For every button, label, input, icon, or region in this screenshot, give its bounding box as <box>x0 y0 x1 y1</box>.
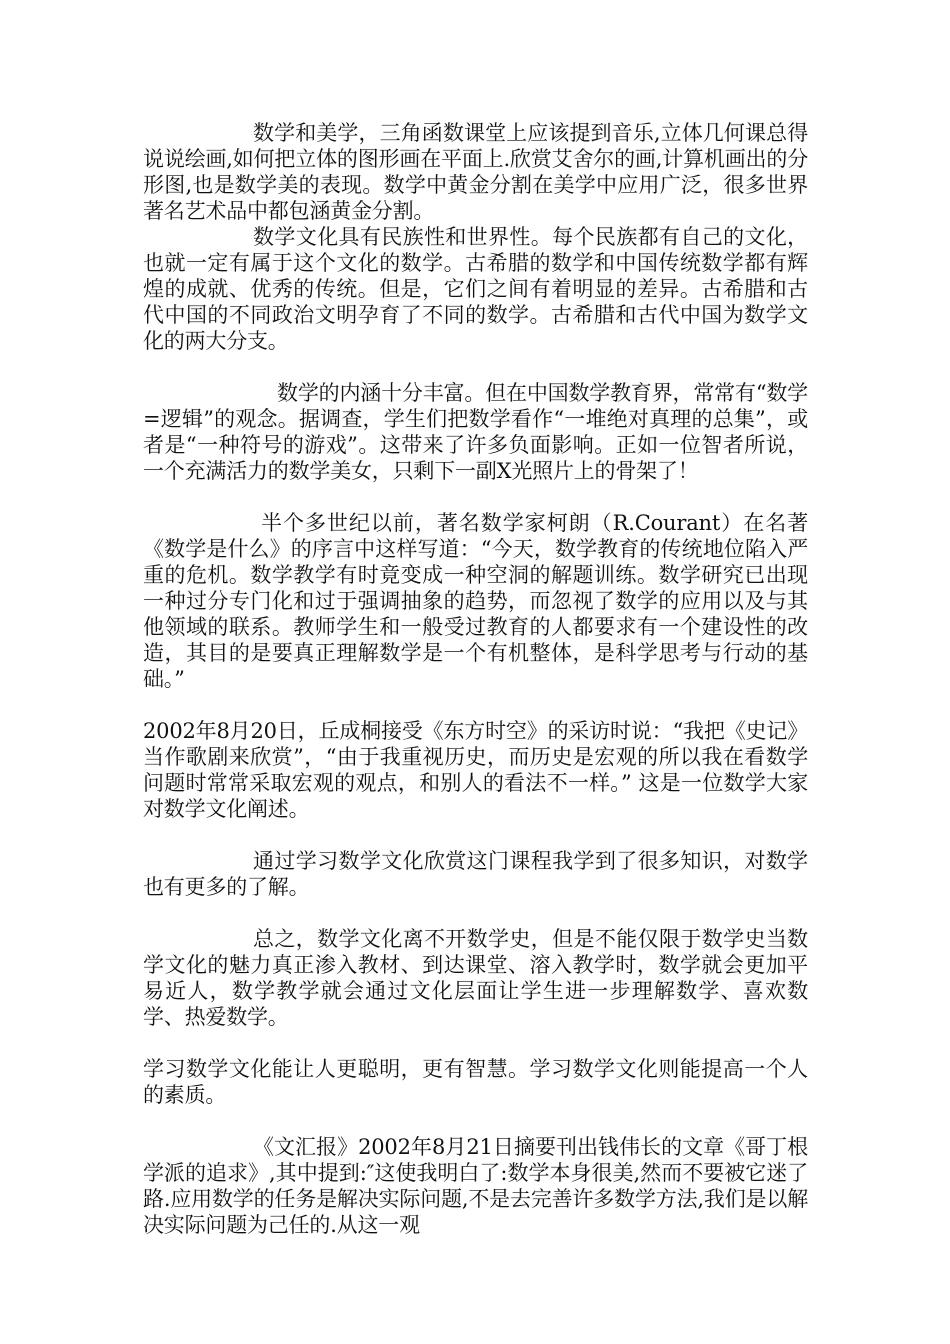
paragraph-courant-quote: 半个多世纪以前，著名数学家柯朗（R.Courant）在名著《数学是什么》的序言中这样写道：“今天，数学教育的传统地位陷入严重的危机。数学教学有时竟变成一种空洞的解题训练。数学研究已出现一种过分专门化和过于强调抽象的趋势，而忽视了数学的应用以及与其他领域的联系。教师学生和一般受过教育的人都要求有一个建设性的改造，其目的是要真正理解数学是一个有机整体，是科学思考与行动的基础。” <box>143 511 808 691</box>
paragraph-conclusion: 总之，数学文化离不开数学史，但是不能仅限于数学史当数学文化的魅力真正渗入教材、到达课堂、溶入教学时，数学就会更加平易近人，数学教学就会通过文化层面让学生进一步理解数学、喜欢数学、热爱数学。 <box>143 927 808 1029</box>
paragraph-wenhui-bao: 《文汇报》2002年8月21日摘要刊出钱伟长的文章《哥丁根学派的追求》,其中提到:″这使我明白了:数学本身很美,然而不要被它迷了路.应用数学的任务是解决实际问题,不是去完善许多数学方法,我们是以解决实际问题为己任的.从这一观 <box>143 1135 808 1237</box>
paragraph-yau-interview: 2002年8月20日，丘成桐接受《东方时空》的采访时说：“我把《史记》当作歌剧来欣赏”，“由于我重视历史，而历史是宏观的所以我在看数学问题时常常采取宏观的观点，和别人的看法不一样。” 这是一位数学大家对数学文化阐述。 <box>143 719 808 821</box>
paragraph-math-and-aesthetics: 数学和美学，三角函数课堂上应该提到音乐,立体几何课总得说说绘画,如何把立体的图形画在平面上.欣赏艾舍尔的画,计算机画出的分形图,也是数学美的表现。数学中黄金分割在美学中应用广泛，很多世界著名艺术品中都包涵黄金分割。 <box>143 121 808 223</box>
document-body <box>143 120 808 1238</box>
paragraph-course-learning: 通过学习数学文化欣赏这门课程我学到了很多知识，对数学也有更多的了解。 <box>143 849 808 899</box>
paragraph-wisdom: 学习数学文化能让人更聪明，更有智慧。学习数学文化则能提高一个人的素质。 <box>143 1057 808 1107</box>
paragraph-rich-connotation: 数学的内涵十分丰富。但在中国数学教育界，常常有“数学=逻辑”的观念。据调查，学生们把数学看作“一堆绝对真理的总集”，或者是“一种符号的游戏”。这带来了许多负面影响。正如一位智者所说，一个充满活力的数学美女，只剩下一副X光照片上的骨架了！ <box>143 381 808 483</box>
paragraph-national-and-world-character: 数学文化具有民族性和世界性。每个民族都有自己的文化，也就一定有属于这个文化的数学。古希腊的数学和中国传统数学都有辉煌的成就、优秀的传统。但是，它们之间有着明显的差异。古希腊和古代中国的不同政治文明孕育了不同的数学。古希腊和古代中国为数学文化的两大分支。 <box>143 225 808 353</box>
